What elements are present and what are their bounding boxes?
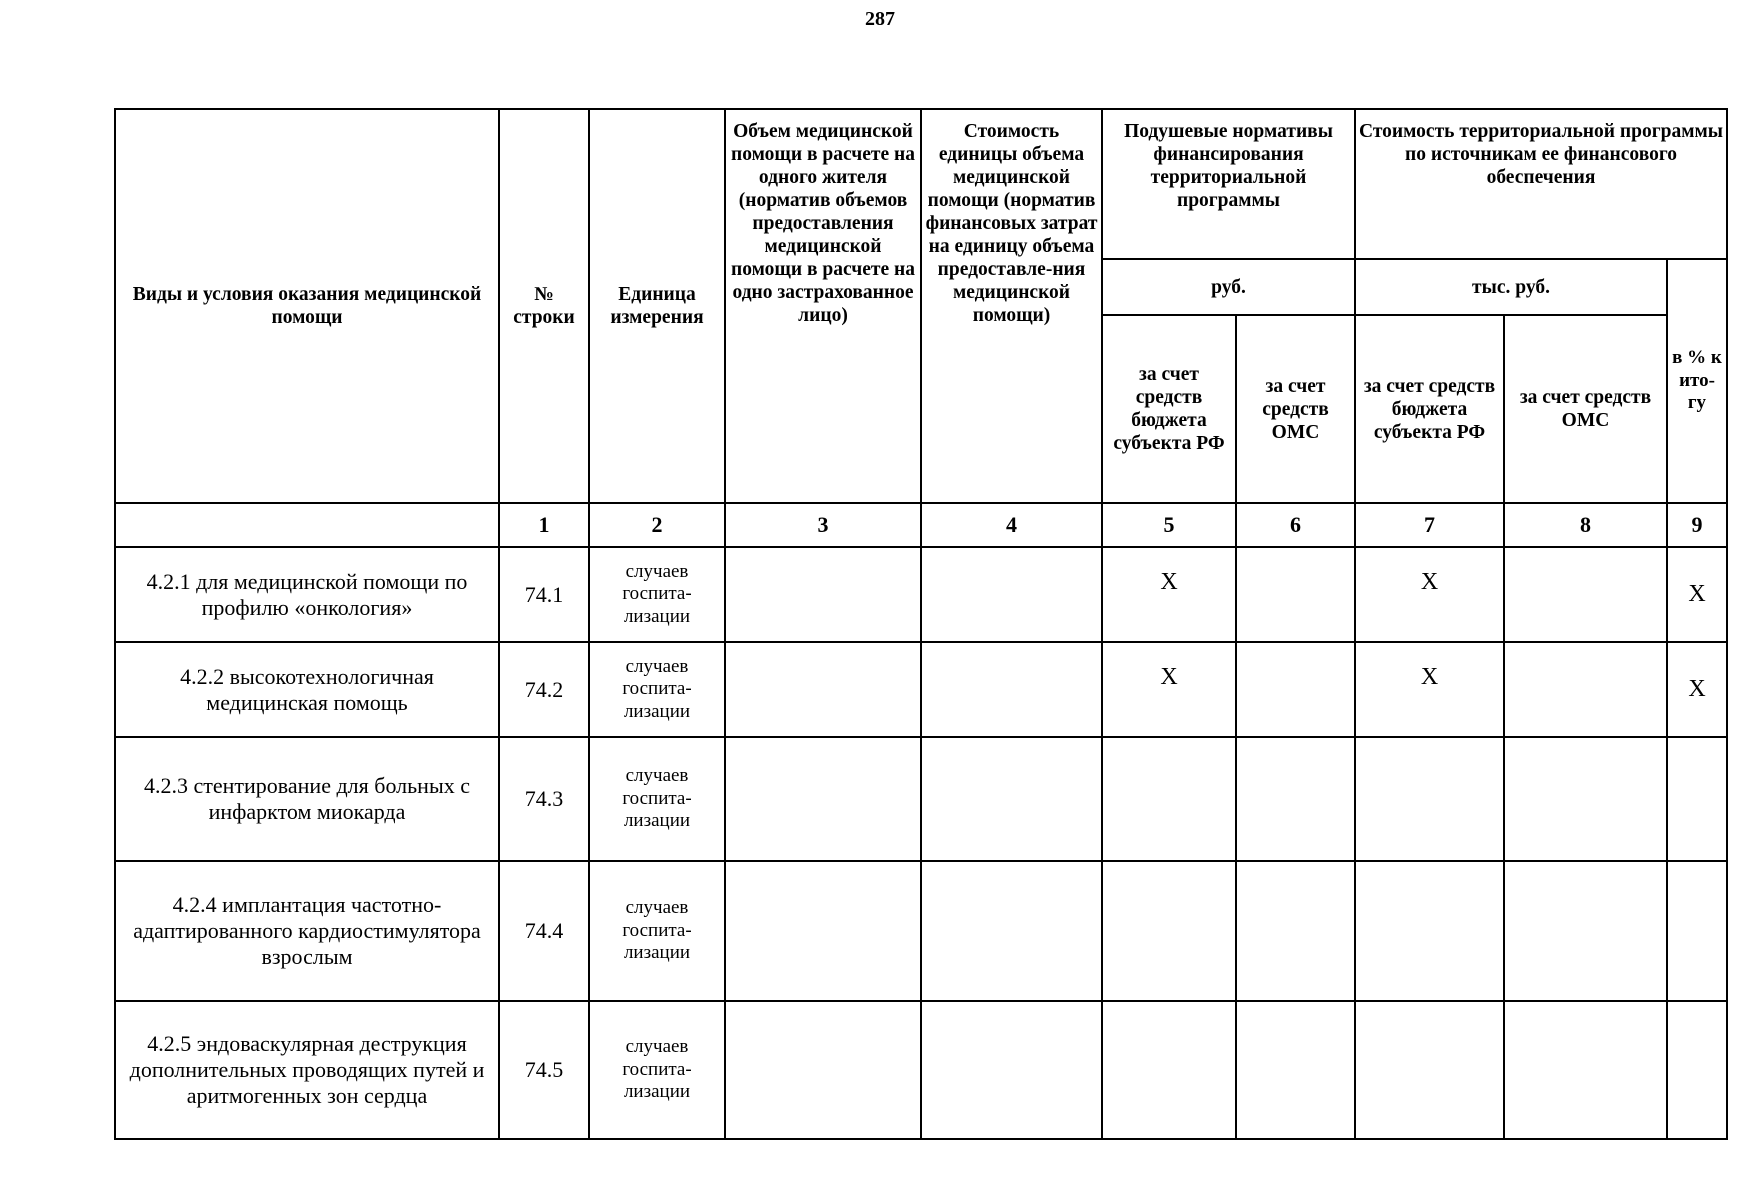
row-number-cell: 74.4 <box>499 861 589 1001</box>
unit-cost-cell <box>921 737 1102 861</box>
column-number: 4 <box>921 503 1102 547</box>
budget-rf-per-capita-cell: X <box>1102 642 1236 737</box>
unit-cost-cell <box>921 547 1102 642</box>
column-number: 6 <box>1236 503 1355 547</box>
header-percent-total: в % к ито-гу <box>1667 259 1727 503</box>
budget-rf-per-capita-cell: X <box>1102 547 1236 642</box>
header-row-number: № строки <box>499 109 589 503</box>
oms-per-capita-cell <box>1236 547 1355 642</box>
unit-cell: случаев госпита-лизации <box>589 1001 725 1139</box>
unit-cell: случаев госпита-лизации <box>589 861 725 1001</box>
volume-cell <box>725 642 921 737</box>
table-row <box>115 737 1727 861</box>
volume-cell <box>725 861 921 1001</box>
column-number: 8 <box>1504 503 1667 547</box>
unit-cost-cell <box>921 642 1102 737</box>
column-number: 9 <box>1667 503 1727 547</box>
oms-per-capita-cell <box>1236 642 1355 737</box>
care-kind-cell: 4.2.1 для медицинской помощи по профилю «онкология» <box>115 547 499 642</box>
budget-rf-per-capita-cell <box>1102 861 1236 1001</box>
header-unit-cost: Стоимость единицы объема медицинской помощи (норматив финансовых затрат на единицу объема предоставле-ния медицинской помощи) <box>921 109 1102 503</box>
row-number-cell: 74.2 <box>499 642 589 737</box>
percent-total-cell <box>1667 861 1727 1001</box>
header-budget-rf-cost: за счет средств бюджета субъекта РФ <box>1355 315 1504 503</box>
column-number: 5 <box>1102 503 1236 547</box>
unit-cell: случаев госпита-лизации <box>589 547 725 642</box>
percent-total-cell: X <box>1667 547 1727 642</box>
budget-rf-per-capita-cell <box>1102 737 1236 861</box>
column-number: 1 <box>499 503 589 547</box>
unit-cell: случаев госпита-лизации <box>589 737 725 861</box>
header-unit-thous-rub: тыс. руб. <box>1355 259 1667 315</box>
header-program-cost: Стоимость территориальной программы по источникам ее финансового обеспечения <box>1355 109 1727 259</box>
percent-total-cell <box>1667 737 1727 861</box>
budget-rf-cost-cell <box>1355 737 1504 861</box>
header-budget-rf-per-capita: за счет средств бюджета субъекта РФ <box>1102 315 1236 503</box>
oms-cost-cell <box>1504 1001 1667 1139</box>
unit-cost-cell <box>921 861 1102 1001</box>
table-row <box>115 1001 1727 1139</box>
column-number: 7 <box>1355 503 1504 547</box>
care-kind-cell: 4.2.5 эндоваскулярная деструкция дополнительных проводящих путей и аритмогенных зон сердца <box>115 1001 499 1139</box>
table-row <box>115 861 1727 1001</box>
oms-per-capita-cell <box>1236 737 1355 861</box>
budget-rf-cost-cell: X <box>1355 642 1504 737</box>
oms-cost-cell <box>1504 737 1667 861</box>
percent-total-cell: X <box>1667 642 1727 737</box>
column-number: 2 <box>589 503 725 547</box>
header-kind-of-care: Виды и условия оказания медицинской помощи <box>115 109 499 503</box>
row-number-cell: 74.5 <box>499 1001 589 1139</box>
volume-cell <box>725 737 921 861</box>
care-kind-cell: 4.2.3 стентирование для больных с инфарктом миокарда <box>115 737 499 861</box>
volume-cell <box>725 547 921 642</box>
header-volume: Объем медицинской помощи в расчете на одного жителя (норматив объемов предоставления медицинской помощи в расчете на одно застрахованное лицо) <box>725 109 921 503</box>
header-oms-cost: за счет средств ОМС <box>1504 315 1667 503</box>
percent-total-cell <box>1667 1001 1727 1139</box>
row-number-cell: 74.3 <box>499 737 589 861</box>
unit-cost-cell <box>921 1001 1102 1139</box>
column-number: 3 <box>725 503 921 547</box>
financing-norms-table <box>114 108 1728 1140</box>
budget-rf-cost-cell: X <box>1355 547 1504 642</box>
header-oms-per-capita: за счет средств ОМС <box>1236 315 1355 503</box>
table-row <box>115 642 1727 737</box>
row-number-cell: 74.1 <box>499 547 589 642</box>
care-kind-cell: 4.2.4 имплантация частотно-адаптированного кардиостимулятора взрослым <box>115 861 499 1001</box>
table-row <box>115 547 1727 642</box>
budget-rf-per-capita-cell <box>1102 1001 1236 1139</box>
oms-cost-cell <box>1504 547 1667 642</box>
budget-rf-cost-cell <box>1355 861 1504 1001</box>
oms-per-capita-cell <box>1236 1001 1355 1139</box>
column-number-blank <box>115 503 499 547</box>
page-number: 287 <box>865 8 895 30</box>
volume-cell <box>725 1001 921 1139</box>
header-unit: Единица измерения <box>589 109 725 503</box>
budget-rf-cost-cell <box>1355 1001 1504 1139</box>
header-unit-rub: руб. <box>1102 259 1355 315</box>
oms-cost-cell <box>1504 642 1667 737</box>
care-kind-cell: 4.2.2 высокотехнологичная медицинская помощь <box>115 642 499 737</box>
header-per-capita-norms: Подушевые нормативы финансирования территориальной программы <box>1102 109 1355 259</box>
oms-per-capita-cell <box>1236 861 1355 1001</box>
unit-cell: случаев госпита-лизации <box>589 642 725 737</box>
oms-cost-cell <box>1504 861 1667 1001</box>
